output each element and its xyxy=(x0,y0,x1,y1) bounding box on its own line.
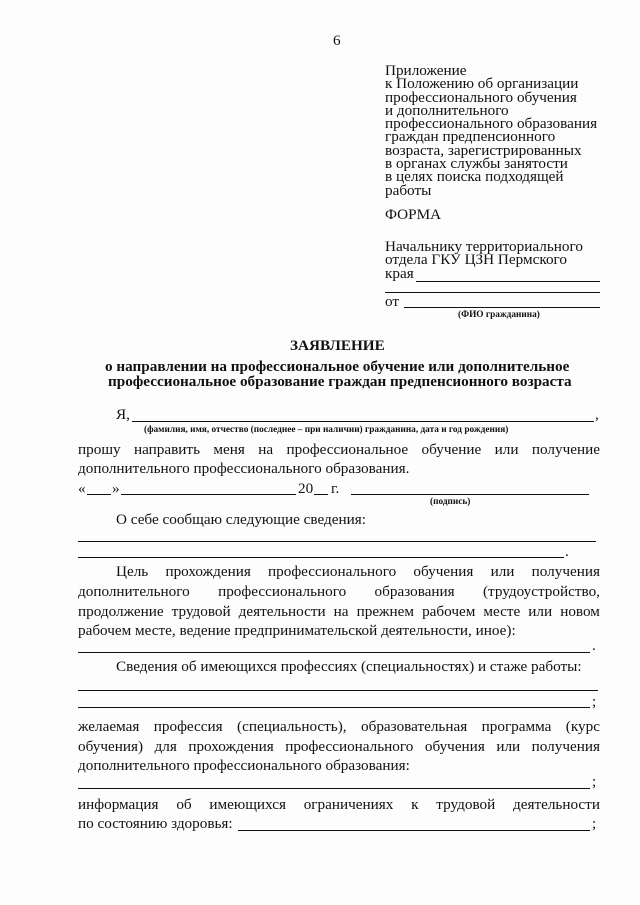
word: информация xyxy=(78,796,159,813)
about-blank-1[interactable] xyxy=(78,541,596,542)
word: дополнительного xyxy=(78,583,190,600)
word: на xyxy=(333,603,349,620)
word: прохождения xyxy=(188,738,274,755)
month-blank[interactable] xyxy=(121,494,296,495)
word: или xyxy=(496,738,521,755)
word: Цель xyxy=(116,563,149,580)
word: прежнем xyxy=(356,603,415,620)
signature-blank[interactable] xyxy=(351,494,589,495)
word: (курс xyxy=(565,718,600,735)
semicolon: ; xyxy=(592,773,597,790)
appendix-line: Приложение xyxy=(385,62,467,79)
info-line-1 xyxy=(78,796,600,814)
addressee-line: края xyxy=(385,264,414,282)
desired-line-3: дополнительного профессионального образования: xyxy=(78,757,410,774)
document-title: ЗАЯВЛЕНИЕ xyxy=(290,337,385,354)
appendix-line: профессионального образования xyxy=(385,115,598,133)
goal-blank[interactable] xyxy=(78,652,590,653)
period: . xyxy=(565,543,569,560)
name-blank[interactable] xyxy=(132,421,594,422)
word: профессионального xyxy=(268,563,397,580)
ya-label: Я, xyxy=(116,406,130,423)
professions-label: Сведения об имеющихся профессиях (специальностях) и стаже работы: xyxy=(116,658,582,675)
word: программа xyxy=(481,718,552,735)
date-open-quote: « xyxy=(78,480,86,497)
goal-line-1 xyxy=(116,563,600,581)
semicolon: ; xyxy=(592,815,597,832)
appendix-line: работы xyxy=(385,181,432,199)
appendix-block xyxy=(385,64,597,197)
desired-line-2 xyxy=(78,738,600,756)
word: об xyxy=(176,796,192,813)
word: (трудоустройство, xyxy=(483,583,600,600)
word: профессионального xyxy=(285,738,414,755)
word: меня xyxy=(213,441,245,458)
word: или xyxy=(490,563,515,580)
appendix-line: и дополнительного xyxy=(385,101,509,119)
appendix-line: в органах службы занятости xyxy=(385,155,568,173)
word: образовательная xyxy=(361,718,468,735)
word: желаемая xyxy=(78,718,140,735)
addressee-line: отдела ГКУ ЦЗН Пермского xyxy=(385,251,567,269)
day-blank[interactable] xyxy=(87,494,111,495)
word: получения xyxy=(531,738,600,755)
health-blank[interactable] xyxy=(238,830,590,831)
word: месте xyxy=(483,603,521,620)
about-label: О себе сообщаю следующие сведения: xyxy=(116,511,366,528)
document-subtitle-2: профессиональное образование граждан предпенсионного возраста xyxy=(108,373,572,390)
addressee-line: Начальнику территориального xyxy=(385,238,583,255)
goal-line-2 xyxy=(78,583,600,601)
from-label: от xyxy=(385,293,400,310)
addressee-block xyxy=(385,240,583,280)
word: направить xyxy=(134,441,200,458)
name-caption: (фамилия, имя, отчество (последнее – при наличии) гражданина, дата и год рождения) xyxy=(144,425,509,435)
form-label: ФОРМА xyxy=(385,206,442,223)
word: новом xyxy=(560,603,600,620)
word: трудовой xyxy=(171,603,231,620)
word: профессионального xyxy=(218,583,347,600)
appendix-line: профессионального обучения xyxy=(385,88,577,106)
word: к xyxy=(411,796,419,813)
word: обучение xyxy=(421,441,482,458)
request-line-2: дополнительного профессионального образования. xyxy=(78,460,410,477)
year-prefix: 20 xyxy=(298,480,314,497)
appendix-line: возраста, зарегистрированных xyxy=(385,141,582,159)
word: обучения xyxy=(413,563,474,580)
word: трудовой xyxy=(436,796,496,813)
word: прошу xyxy=(78,441,121,458)
goal-line-4: рабочем месте, ведение предпринимательской деятельности, иное): xyxy=(78,622,516,639)
word: или xyxy=(494,441,519,458)
goal-line-3 xyxy=(78,603,600,621)
page-number: 6 xyxy=(333,32,341,49)
appendix-line: в целях поиска подходящей xyxy=(385,168,564,186)
comma: , xyxy=(595,406,599,423)
word: профессиональное xyxy=(286,441,409,458)
request-line-1 xyxy=(78,441,600,459)
word: или xyxy=(528,603,553,620)
signature-caption: (подпись) xyxy=(430,497,471,507)
word: на xyxy=(258,441,274,458)
semicolon: ; xyxy=(592,693,597,710)
word: профессия xyxy=(153,718,223,735)
year-blank[interactable] xyxy=(314,494,328,495)
appendix-line: граждан предпенсионного xyxy=(385,128,556,146)
document-subtitle-1: о направлении на профессиональное обучение или дополнительное xyxy=(105,358,570,375)
word: обучения xyxy=(424,738,485,755)
about-blank-2[interactable] xyxy=(78,557,564,558)
year-suffix: г. xyxy=(331,480,340,497)
desired-blank[interactable] xyxy=(78,788,590,789)
word: получения xyxy=(531,563,600,580)
health-label: по состоянию здоровья: xyxy=(78,815,233,832)
word: получение xyxy=(531,441,600,458)
word: для xyxy=(154,738,177,755)
appendix-line: к Положению об организации xyxy=(385,75,579,93)
word: деятельности xyxy=(238,603,326,620)
addressee-blank-1[interactable] xyxy=(416,281,600,282)
professions-blank-2[interactable] xyxy=(78,707,590,708)
from-blank[interactable] xyxy=(404,307,600,308)
date-close-quote: » xyxy=(112,480,120,497)
word: деятельности xyxy=(513,796,600,813)
period: . xyxy=(592,637,596,654)
word: прохождения xyxy=(165,563,251,580)
addressee-blank-2[interactable] xyxy=(385,292,600,293)
word: рабочем xyxy=(422,603,476,620)
word: ограничениях xyxy=(303,796,394,813)
word: продолжение xyxy=(78,603,164,620)
fio-caption: (ФИО гражданина) xyxy=(458,310,540,320)
word: имеющихся xyxy=(209,796,286,813)
word: (специальность), xyxy=(237,718,347,735)
desired-line-1 xyxy=(78,718,600,736)
professions-blank-1[interactable] xyxy=(78,690,598,691)
word: образования xyxy=(374,583,455,600)
word: обучения) xyxy=(78,738,144,755)
